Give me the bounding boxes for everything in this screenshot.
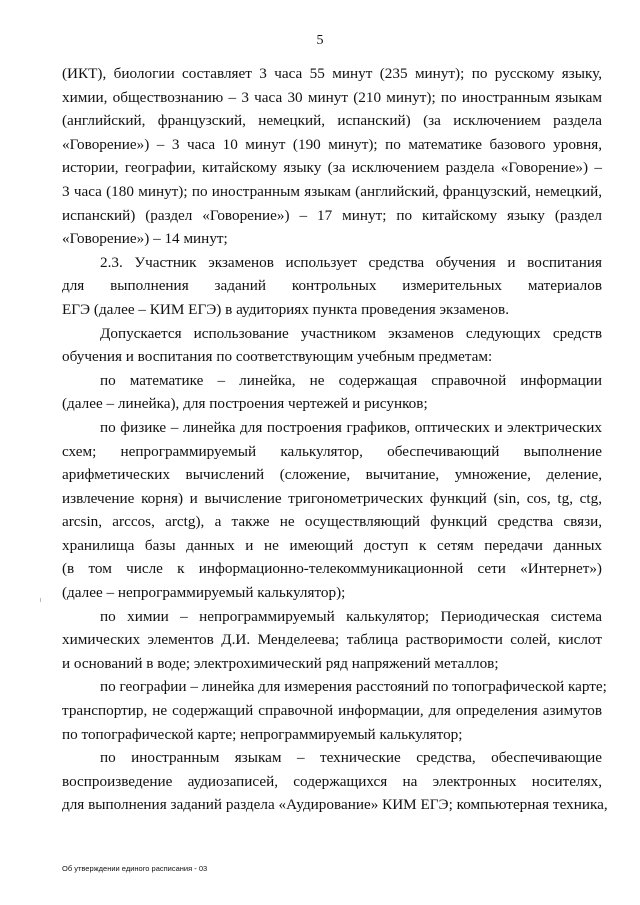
text-line: и оснований в воде; электрохимический ряд напряжений металлов; [62, 654, 499, 672]
text-line: «Говорение») – 3 часа 10 минут (190 минут); по математике базового уровня, [62, 135, 602, 153]
paragraph-foreign-languages [62, 746, 608, 817]
text-line: испанский) (раздел «Говорение») – 17 минут; по китайскому языку (раздел [62, 206, 602, 224]
text-line: извлечение корня) и вычисление тригонометрических функций (sin, cos, tg, ctg, [62, 489, 602, 507]
text-line: для выполнения заданий контрольных измерительных материалов [62, 277, 602, 295]
paragraph-exam-duration [62, 62, 602, 251]
paragraph-math [62, 369, 602, 416]
text-line: (ИКТ), биологии составляет 3 часа 55 минут (235 минут); по русскому языку, [62, 65, 602, 82]
text-line: (далее – непрограммируемый калькулятор); [62, 584, 346, 602]
text-line: «Говорение») – 14 минут; [62, 230, 228, 248]
text-line: по топографической карте; непрограммируемый калькулятор; [62, 725, 463, 743]
text-line: (далее – линейка), для построения чертежей и рисунков; [62, 395, 428, 413]
text-line: arcsin, arccos, arctg), а также не осуществляющий функций средства связи, [62, 513, 602, 531]
text-line: (английский, французский, немецкий, испанский) (за исключением раздела [62, 112, 602, 130]
text-line: по географии – линейка для измерения расстояний по топографической карте; [100, 678, 607, 696]
document-footer: Об утверждении единого расписания - 03 [62, 864, 208, 873]
text-line: для выполнения заданий раздела «Аудирование» КИМ ЕГЭ; компьютерная техника, [62, 796, 608, 814]
text-line: хранилища базы данных и не имеющий доступ к сетям передачи данных [62, 536, 602, 554]
text-line: истории, географии, китайскому языку (за исключением раздела «Говорение») – [62, 159, 602, 177]
scan-margin-mark [40, 598, 41, 602]
text-line: обучения и воспитания по соответствующим учебным предметам: [62, 348, 493, 366]
text-line: арифметических вычислений (сложение, вычитание, умножение, деление, [62, 466, 602, 484]
text-line: (в том числе к информационно-телекоммуникационной сети «Интернет») [62, 560, 602, 578]
text-line: химических элементов Д.И. Менделеева; таблица растворимости солей, кислот [62, 631, 602, 649]
text-line: Допускается использование участником экзаменов следующих средств [100, 324, 602, 342]
paragraph-physics [62, 416, 602, 605]
page-number: 5 [316, 33, 324, 48]
text-line: по математике – линейка, не содержащая справочной информации [100, 371, 602, 389]
text-line: химии, обществознанию – 3 часа 30 минут (210 минут); по иностранным языкам [62, 88, 602, 106]
text-line: 2.3. Участник экзаменов использует средства обучения и воспитания [100, 253, 602, 271]
paragraph-allowed-tools [62, 322, 602, 369]
text-line: воспроизведение аудиозаписей, содержащихся на электронных носителях, [62, 772, 602, 790]
text-line: 3 часа (180 минут); по иностранным языкам (английский, французский, немецкий, [62, 182, 602, 200]
text-line: транспортир, не содержащий справочной информации, для определения азимутов [62, 702, 602, 720]
paragraph-geography [62, 675, 607, 746]
paragraph-chemistry [62, 605, 602, 676]
paragraph-item-2-3 [62, 251, 602, 322]
document-body [62, 62, 608, 817]
text-line: схем; непрограммируемый калькулятор, обеспечивающий выполнение [62, 442, 602, 460]
text-line: ЕГЭ (далее – КИМ ЕГЭ) в аудиториях пункта проведения экзаменов. [62, 300, 509, 318]
text-line: по иностранным языкам – технические средства, обеспечивающие [100, 749, 602, 767]
text-line: по химии – непрограммируемый калькулятор; Периодическая система [100, 607, 602, 625]
text-line: по физике – линейка для построения графиков, оптических и электрических [100, 418, 602, 436]
